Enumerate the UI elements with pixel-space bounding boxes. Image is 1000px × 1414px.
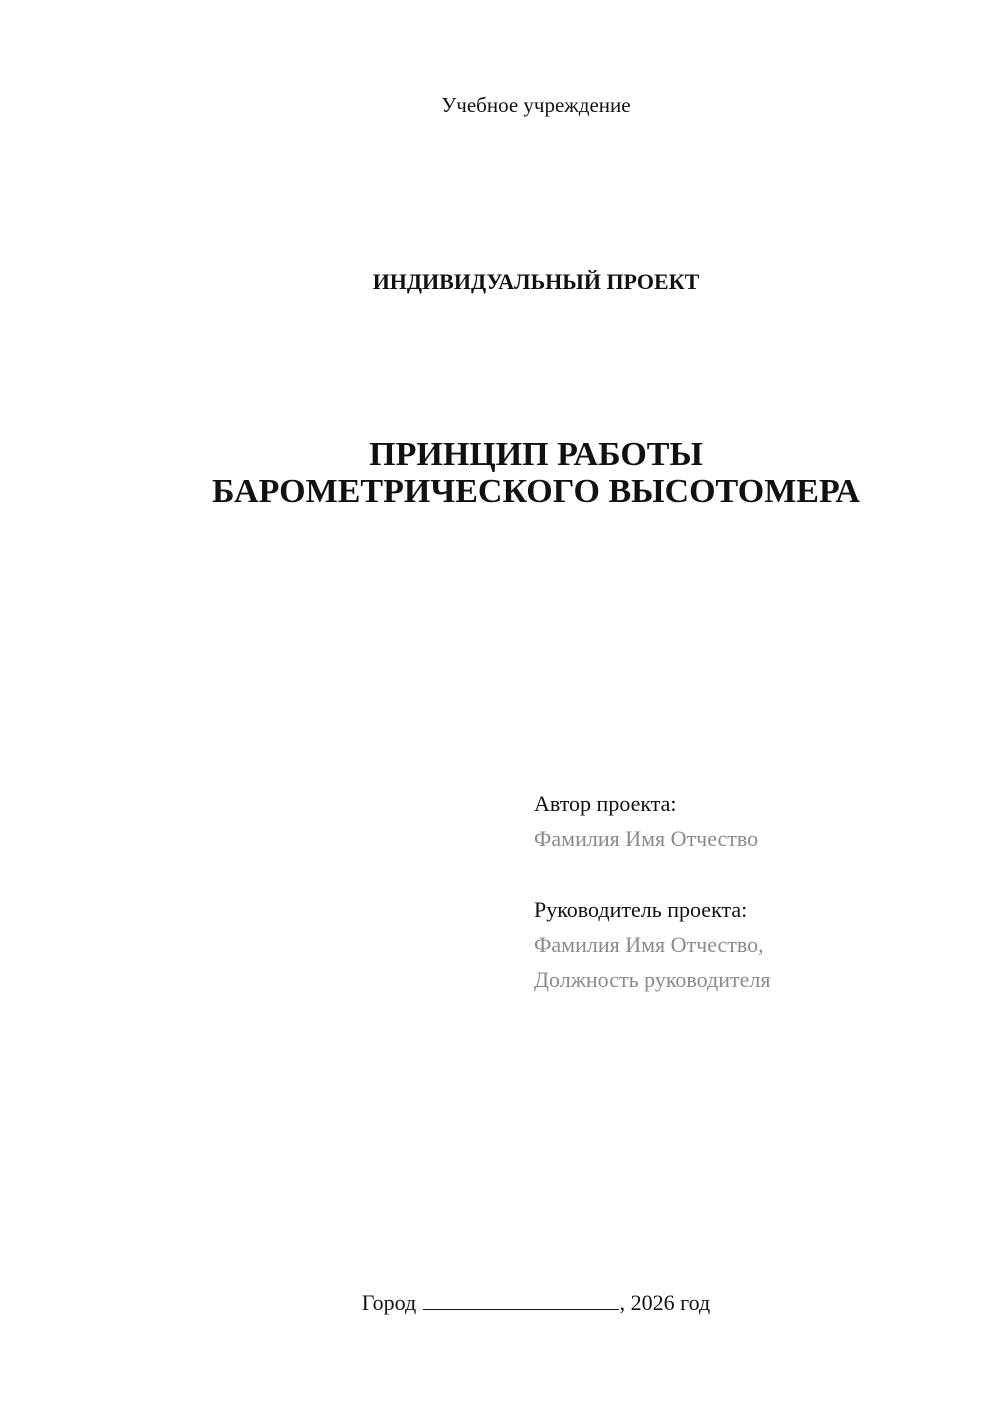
author-block	[534, 786, 758, 856]
project-title	[0, 436, 1000, 510]
project-title-line-2: БАРОМЕТРИЧЕСКОГО ВЫСОТОМЕРА	[212, 473, 860, 510]
supervisor-position-field[interactable]: Должность руководителя	[534, 967, 771, 992]
author-label: Автор проекта:	[534, 791, 677, 816]
supervisor-block	[534, 892, 770, 997]
author-name-field[interactable]: Фамилия Имя Отчество	[534, 826, 759, 851]
city-blank-field[interactable]	[423, 1289, 619, 1310]
institution-name: Учебное учреждение	[441, 93, 631, 117]
project-type-heading: ИНДИВИДУАЛЬНЫЙ ПРОЕКТ	[372, 269, 700, 294]
supervisor-name-field[interactable]: Фамилия Имя Отчество,	[534, 932, 764, 957]
city-year-line	[0, 1288, 1000, 1318]
project-title-line-1: ПРИНЦИП РАБОТЫ	[369, 436, 703, 473]
supervisor-label: Руководитель проекта:	[534, 897, 748, 922]
city-label: Город	[361, 1290, 417, 1315]
year-text: , 2026 год	[619, 1290, 711, 1315]
